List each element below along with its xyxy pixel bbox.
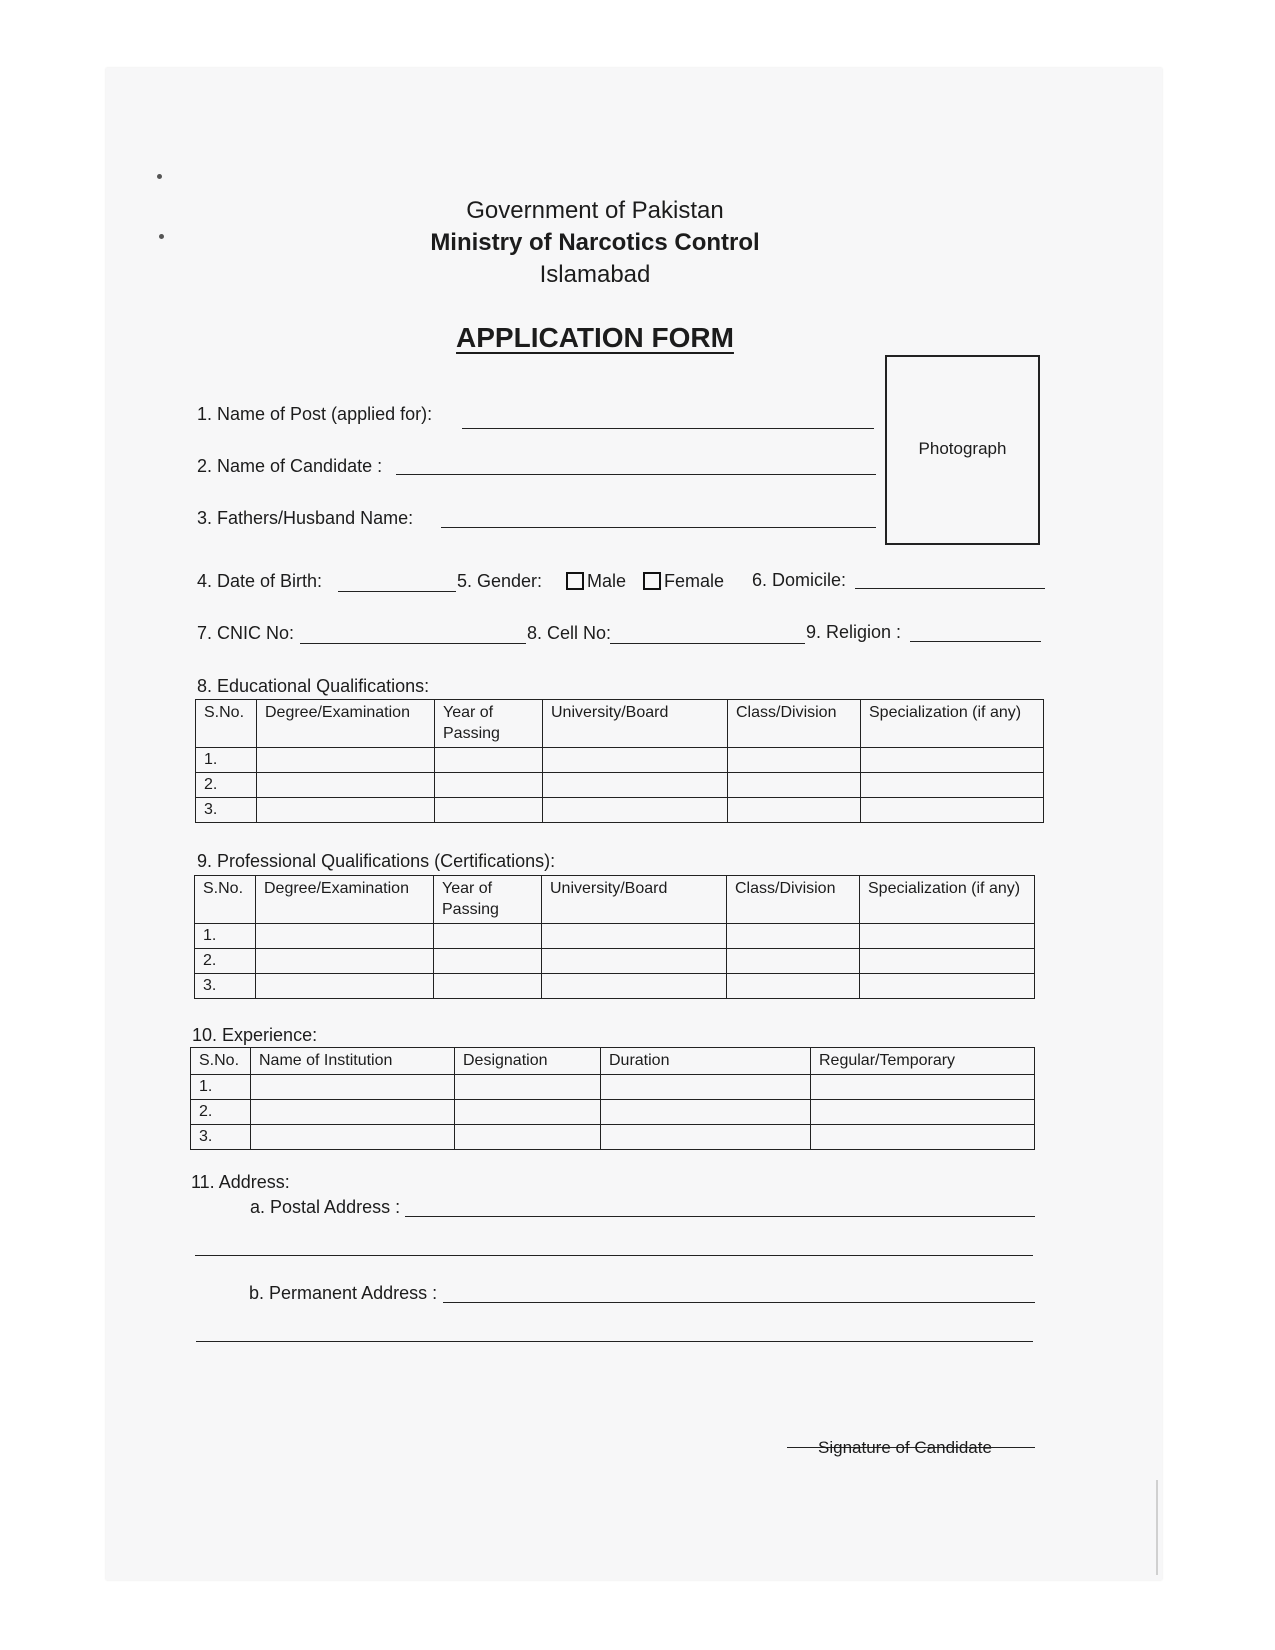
govt-heading: Government of Pakistan [466,197,724,224]
table-row [196,798,1044,823]
table-cell[interactable] [727,949,860,974]
cnic-label: 7. CNIC No: [197,623,295,643]
signature-label: Signature of Candidate [818,1438,992,1457]
domicile-label: 6. Domicile: [752,570,847,590]
table-cell[interactable] [728,748,861,773]
table-cell[interactable] [860,924,1035,949]
permanent-address-line-2[interactable] [196,1341,1033,1342]
table-cell[interactable] [542,974,727,999]
post-input-line[interactable] [462,428,874,429]
table-cell[interactable] [601,1075,811,1100]
col-sno: S.No. [196,700,257,748]
permanent-address-label: b. Permanent Address : [249,1283,438,1303]
col-year: Year of Passing [435,700,543,748]
col-year: Year of Passing [434,876,542,924]
gender-female-option[interactable] [643,571,724,592]
col-institution: Name of Institution [251,1048,455,1075]
table-cell[interactable] [256,924,434,949]
col-university: University/Board [543,700,728,748]
col-degree: Degree/Examination [257,700,435,748]
table-header-row [195,876,1035,924]
form-title: APPLICATION FORM [456,322,734,353]
table-row [191,1100,1035,1125]
col-sno: S.No. [195,876,256,924]
row-number: 3. [195,974,256,999]
table-cell[interactable] [434,924,542,949]
ministry-heading: Ministry of Narcotics Control [430,229,760,256]
col-specialization: Specialization (if any) [861,700,1044,748]
table-cell[interactable] [860,949,1035,974]
photograph-box[interactable] [885,355,1040,545]
table-row [191,1125,1035,1150]
postal-address-line-2[interactable] [195,1255,1033,1256]
col-class: Class/Division [728,700,861,748]
row-number: 3. [191,1125,251,1150]
table-cell[interactable] [861,748,1044,773]
table-row [195,924,1035,949]
education-section-title: 8. Educational Qualifications: [197,676,430,696]
table-cell[interactable] [542,924,727,949]
cell-label: 8. Cell No: [527,623,612,643]
table-cell[interactable] [543,773,728,798]
table-cell[interactable] [727,974,860,999]
table-cell[interactable] [811,1125,1035,1150]
table-row [195,949,1035,974]
table-row [195,974,1035,999]
post-label: 1. Name of Post (applied for): [197,404,433,424]
table-cell[interactable] [455,1100,601,1125]
table-cell[interactable] [811,1100,1035,1125]
col-class: Class/Division [727,876,860,924]
female-checkbox[interactable] [643,572,661,590]
punch-mark [159,234,164,239]
table-cell[interactable] [601,1125,811,1150]
religion-input-line[interactable] [910,641,1041,642]
table-cell[interactable] [543,798,728,823]
table-cell[interactable] [861,798,1044,823]
row-number: 1. [191,1075,251,1100]
table-row [196,773,1044,798]
cell-input-line[interactable] [610,643,805,644]
table-cell[interactable] [860,974,1035,999]
postal-address-label: a. Postal Address : [250,1197,401,1217]
dob-label: 4. Date of Birth: [197,571,323,591]
row-number: 3. [196,798,257,823]
professional-table [194,875,1035,999]
col-sno: S.No. [191,1048,251,1075]
table-cell[interactable] [601,1100,811,1125]
table-cell[interactable] [861,773,1044,798]
dob-input-line[interactable] [338,591,456,592]
table-cell[interactable] [728,798,861,823]
table-cell[interactable] [434,949,542,974]
table-cell[interactable] [435,798,543,823]
address-section-title: 11. Address: [191,1172,290,1192]
table-cell[interactable] [251,1075,455,1100]
cnic-input-line[interactable] [300,643,526,644]
domicile-input-line[interactable] [855,588,1045,589]
paper-sheet [106,68,1162,1580]
gender-label: 5. Gender: [457,571,543,591]
religion-label: 9. Religion : [806,622,902,642]
professional-section-title: 9. Professional Qualifications (Certifications): [197,851,556,871]
table-row [196,748,1044,773]
table-cell[interactable] [435,773,543,798]
table-cell[interactable] [256,949,434,974]
table-cell[interactable] [811,1075,1035,1100]
col-designation: Designation [455,1048,601,1075]
table-cell[interactable] [542,949,727,974]
female-label: Female [664,571,725,591]
row-number: 2. [191,1100,251,1125]
table-cell[interactable] [251,1125,455,1150]
table-cell[interactable] [257,798,435,823]
city-heading: Islamabad [539,261,651,288]
col-degree: Degree/Examination [256,876,434,924]
father-label: 3. Fathers/Husband Name: [197,508,414,528]
table-row [191,1075,1035,1100]
table-cell[interactable] [455,1075,601,1100]
education-table [195,699,1044,823]
male-checkbox[interactable] [566,572,584,590]
male-label: Male [587,571,627,591]
table-cell[interactable] [251,1100,455,1125]
permanent-address-line[interactable] [443,1302,1035,1303]
table-cell[interactable] [728,773,861,798]
photograph-label: Photograph [918,439,1007,458]
row-number: 2. [195,949,256,974]
candidate-label: 2. Name of Candidate : [197,456,383,476]
table-cell[interactable] [543,748,728,773]
table-header-row [191,1048,1035,1075]
candidate-input-line[interactable] [396,474,876,475]
postal-address-line[interactable] [405,1216,1035,1217]
gender-male-option[interactable] [566,571,626,592]
col-university: University/Board [542,876,727,924]
table-header-row [196,700,1044,748]
table-cell[interactable] [435,748,543,773]
col-regular-temporary: Regular/Temporary [811,1048,1035,1075]
experience-table [190,1047,1035,1150]
punch-mark [157,174,162,179]
row-number: 1. [196,748,257,773]
table-cell[interactable] [434,974,542,999]
col-specialization: Specialization (if any) [860,876,1035,924]
table-cell[interactable] [256,974,434,999]
table-cell[interactable] [455,1125,601,1150]
table-cell[interactable] [257,773,435,798]
experience-section-title: 10. Experience: [192,1025,318,1045]
col-duration: Duration [601,1048,811,1075]
paper-edge [1156,1480,1158,1575]
row-number: 1. [195,924,256,949]
father-input-line[interactable] [441,527,876,528]
table-cell[interactable] [257,748,435,773]
row-number: 2. [196,773,257,798]
table-cell[interactable] [727,924,860,949]
